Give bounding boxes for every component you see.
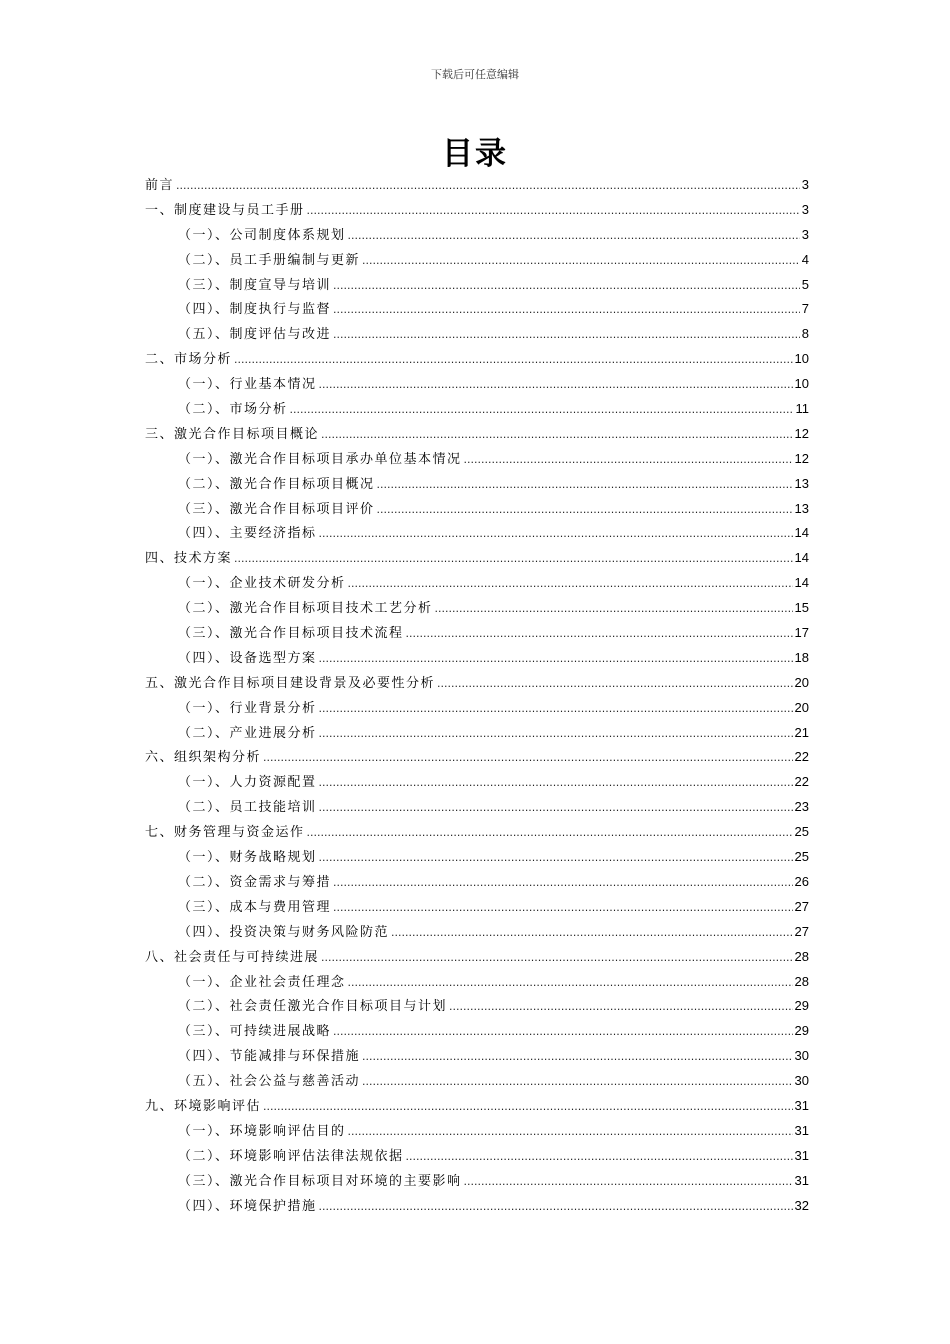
toc-entry-label: 四、技术方案 <box>145 551 233 567</box>
toc-section-entry[interactable] <box>145 771 809 796</box>
toc-section-entry[interactable] <box>145 298 809 323</box>
toc-page-number: 8 <box>801 326 809 342</box>
toc-chapter-entry[interactable] <box>145 547 809 572</box>
toc-page-number: 25 <box>794 824 809 840</box>
toc-chapter-entry[interactable] <box>145 821 809 846</box>
toc-entry-label: （四）、设备选型方案 <box>178 650 317 666</box>
toc-entry-label: （二）、激光合作目标项目概况 <box>178 476 375 492</box>
toc-entry-label: （二）、员工手册编制与更新 <box>178 252 361 268</box>
toc-dot-leader <box>464 453 793 466</box>
toc-section-entry[interactable] <box>145 224 809 249</box>
toc-entry-label: （一）、企业技术研发分析 <box>178 576 346 592</box>
toc-dot-leader <box>333 1025 793 1038</box>
toc-entry-label: 二、市场分析 <box>145 352 233 368</box>
toc-section-entry[interactable] <box>145 274 809 299</box>
toc-section-entry[interactable] <box>145 871 809 896</box>
toc-section-entry[interactable] <box>145 398 809 423</box>
toc-section-entry[interactable] <box>145 722 809 747</box>
toc-section-entry[interactable] <box>145 921 809 946</box>
toc-entry-label: 六、组织架构分析 <box>145 750 262 766</box>
toc-section-entry[interactable] <box>145 1120 809 1145</box>
toc-section-entry[interactable] <box>145 572 809 597</box>
toc-dot-leader <box>176 179 800 192</box>
toc-page-number: 13 <box>794 500 809 516</box>
toc-dot-leader <box>333 303 800 316</box>
toc-page-number: 28 <box>794 948 809 964</box>
toc-page-number: 27 <box>794 923 809 939</box>
toc-entry-label: （二）、环境影响评估法律法规依据 <box>178 1148 404 1164</box>
page-title: 目录 <box>442 136 508 172</box>
toc-section-entry[interactable] <box>145 1020 809 1045</box>
toc-page-number: 17 <box>794 625 809 641</box>
toc-page-number: 14 <box>794 575 809 591</box>
toc-entry-label: （三）、可持续进展战略 <box>178 1024 332 1040</box>
toc-entry-label: （一）、环境影响评估目的 <box>178 1123 346 1139</box>
toc-dot-leader <box>348 577 793 590</box>
toc-section-entry[interactable] <box>145 597 809 622</box>
toc-dot-leader <box>362 1075 793 1088</box>
toc-page-number: 18 <box>794 649 809 665</box>
toc-section-entry[interactable] <box>145 796 809 821</box>
toc-entry-label: （一）、企业社会责任理念 <box>178 974 346 990</box>
toc-entry-label: 七、财务管理与资金运作 <box>145 825 305 841</box>
toc-dot-leader <box>234 552 793 565</box>
toc-page-number: 27 <box>794 898 809 914</box>
toc-section-entry[interactable] <box>145 1195 809 1220</box>
toc-entry-label: （二）、产业进展分析 <box>178 725 317 741</box>
toc-entry-label: （二）、社会责任激光合作目标项目与计划 <box>178 999 448 1015</box>
toc-dot-leader <box>377 503 793 516</box>
toc-page-number: 29 <box>794 1023 809 1039</box>
toc-section-entry[interactable] <box>145 846 809 871</box>
toc-dot-leader <box>348 976 793 989</box>
toc-page-number: 31 <box>794 1147 809 1163</box>
toc-dot-leader <box>333 876 793 889</box>
toc-dot-leader <box>406 627 793 640</box>
toc-page-number: 21 <box>794 724 809 740</box>
toc-page-number: 12 <box>794 425 809 441</box>
toc-entry-label: （四）、环境保护措施 <box>178 1198 317 1214</box>
toc-section-entry[interactable] <box>145 1070 809 1095</box>
toc-dot-leader <box>464 1175 793 1188</box>
toc-entry-label: （一）、行业基本情况 <box>178 377 317 393</box>
toc-entry-label: （一）、行业背景分析 <box>178 700 317 716</box>
toc-dot-leader <box>319 776 793 789</box>
toc-dot-leader <box>449 1000 793 1013</box>
toc-section-entry[interactable] <box>145 522 809 547</box>
toc-page-number: 31 <box>794 1172 809 1188</box>
toc-dot-leader <box>333 328 800 341</box>
toc-page-number: 30 <box>794 1073 809 1089</box>
toc-entry-label: （二）、激光合作目标项目技术工艺分析 <box>178 601 433 617</box>
toc-page-number: 3 <box>801 201 809 217</box>
toc-entry-label: （一）、人力资源配置 <box>178 775 317 791</box>
toc-section-entry[interactable] <box>145 971 809 996</box>
toc-section-entry[interactable] <box>145 697 809 722</box>
toc-entry-label: （二）、员工技能培训 <box>178 800 317 816</box>
toc-page-number: 22 <box>794 749 809 765</box>
toc-page-number: 25 <box>794 849 809 865</box>
toc-page-number: 22 <box>794 774 809 790</box>
toc-section-entry[interactable] <box>145 323 809 348</box>
toc-entry-label: 前言 <box>145 178 175 193</box>
toc-entry-label: （四）、制度执行与监督 <box>178 302 332 318</box>
toc-section-entry[interactable] <box>145 1145 809 1170</box>
toc-entry-label: 九、环境影响评估 <box>145 1098 262 1114</box>
toc-dot-leader <box>319 652 793 665</box>
toc-page-number: 14 <box>794 525 809 541</box>
toc-section-entry[interactable] <box>145 473 809 498</box>
toc-dot-leader <box>319 378 793 391</box>
toc-page-number: 32 <box>794 1197 809 1213</box>
toc-page-number: 10 <box>794 351 809 367</box>
toc-page-number: 4 <box>801 251 809 267</box>
toc-entry-label: （三）、激光合作目标项目对环境的主要影响 <box>178 1173 462 1189</box>
toc-page-number: 14 <box>794 550 809 566</box>
toc-entry-label: （一）、公司制度体系规划 <box>178 227 346 243</box>
toc-section-entry[interactable] <box>145 373 809 398</box>
toc-dot-leader <box>234 353 793 366</box>
toc-chapter-entry[interactable] <box>145 1095 809 1120</box>
toc-page-number: 3 <box>801 226 809 242</box>
toc-chapter-entry[interactable] <box>145 348 809 373</box>
toc-page-number: 5 <box>801 276 809 292</box>
toc-dot-leader <box>307 204 800 217</box>
toc-entry-label: （四）、主要经济指标 <box>178 526 317 542</box>
toc-page-number: 12 <box>794 450 809 466</box>
toc-dot-leader <box>437 677 793 690</box>
toc-dot-leader <box>391 926 793 939</box>
toc-section-entry[interactable] <box>145 1045 809 1070</box>
toc-page-number: 31 <box>794 1097 809 1113</box>
toc-chapter-entry[interactable] <box>145 174 809 199</box>
toc-dot-leader <box>319 1200 793 1213</box>
toc-section-entry[interactable] <box>145 1170 809 1195</box>
toc-entry-label: 五、激光合作目标项目建设背景及必要性分析 <box>145 675 436 691</box>
toc-dot-leader <box>406 1150 793 1163</box>
table-of-contents <box>145 174 809 1219</box>
toc-page-number: 13 <box>794 475 809 491</box>
toc-entry-label: 三、激光合作目标项目概论 <box>145 426 320 442</box>
toc-page-number: 31 <box>794 1122 809 1138</box>
toc-page-number: 23 <box>794 799 809 815</box>
toc-entry-label: （二）、市场分析 <box>178 402 288 418</box>
toc-dot-leader <box>348 1125 793 1138</box>
toc-page-number: 10 <box>794 376 809 392</box>
toc-dot-leader <box>333 279 800 292</box>
header-note: 下载后可任意编辑 <box>431 68 519 81</box>
toc-dot-leader <box>263 1100 793 1113</box>
toc-page-number: 15 <box>794 600 809 616</box>
toc-page-number: 7 <box>801 301 809 317</box>
toc-entry-label: 一、制度建设与员工手册 <box>145 202 305 218</box>
toc-entry-label: （四）、节能减排与环保措施 <box>178 1049 361 1065</box>
toc-entry-label: （三）、激光合作目标项目评价 <box>178 501 375 517</box>
toc-dot-leader <box>319 851 793 864</box>
toc-entry-label: （三）、成本与费用管理 <box>178 899 332 915</box>
toc-page-number: 20 <box>794 674 809 690</box>
toc-section-entry[interactable] <box>145 622 809 647</box>
toc-section-entry[interactable] <box>145 995 809 1020</box>
toc-entry-label: （一）、财务战略规划 <box>178 850 317 866</box>
toc-dot-leader <box>319 527 793 540</box>
toc-dot-leader <box>377 478 793 491</box>
toc-entry-label: 八、社会责任与可持续进展 <box>145 949 320 965</box>
toc-entry-label: （三）、制度宣导与培训 <box>178 277 332 293</box>
toc-chapter-entry[interactable] <box>145 946 809 971</box>
toc-entry-label: （五）、社会公益与慈善活动 <box>178 1074 361 1090</box>
toc-chapter-entry[interactable] <box>145 672 809 697</box>
toc-dot-leader <box>319 801 793 814</box>
toc-entry-label: （三）、激光合作目标项目技术流程 <box>178 626 404 642</box>
toc-entry-label: （二）、资金需求与筹措 <box>178 874 332 890</box>
toc-section-entry[interactable] <box>145 249 809 274</box>
toc-dot-leader <box>321 951 793 964</box>
toc-section-entry[interactable] <box>145 896 809 921</box>
toc-chapter-entry[interactable] <box>145 746 809 771</box>
toc-page-number: 30 <box>794 1048 809 1064</box>
toc-page-number: 3 <box>801 177 809 192</box>
toc-dot-leader <box>362 254 800 267</box>
toc-dot-leader <box>290 403 794 416</box>
toc-dot-leader <box>319 702 793 715</box>
toc-chapter-entry[interactable] <box>145 199 809 224</box>
toc-dot-leader <box>348 229 800 242</box>
toc-section-entry[interactable] <box>145 448 809 473</box>
toc-page-number: 26 <box>794 873 809 889</box>
toc-entry-label: （五）、制度评估与改进 <box>178 327 332 343</box>
toc-page-number: 29 <box>794 998 809 1014</box>
toc-section-entry[interactable] <box>145 647 809 672</box>
toc-chapter-entry[interactable] <box>145 423 809 448</box>
toc-page-number: 28 <box>794 973 809 989</box>
toc-dot-leader <box>362 1050 793 1063</box>
toc-entry-label: （一）、激光合作目标项目承办单位基本情况 <box>178 451 462 467</box>
toc-page-number: 11 <box>795 401 809 417</box>
toc-dot-leader <box>333 901 793 914</box>
toc-section-entry[interactable] <box>145 498 809 523</box>
toc-dot-leader <box>307 826 793 839</box>
toc-entry-label: （四）、投资决策与财务风险防范 <box>178 924 390 940</box>
toc-dot-leader <box>435 602 793 615</box>
toc-dot-leader <box>319 727 793 740</box>
toc-dot-leader <box>321 428 793 441</box>
toc-page-number: 20 <box>794 699 809 715</box>
toc-dot-leader <box>263 751 793 764</box>
